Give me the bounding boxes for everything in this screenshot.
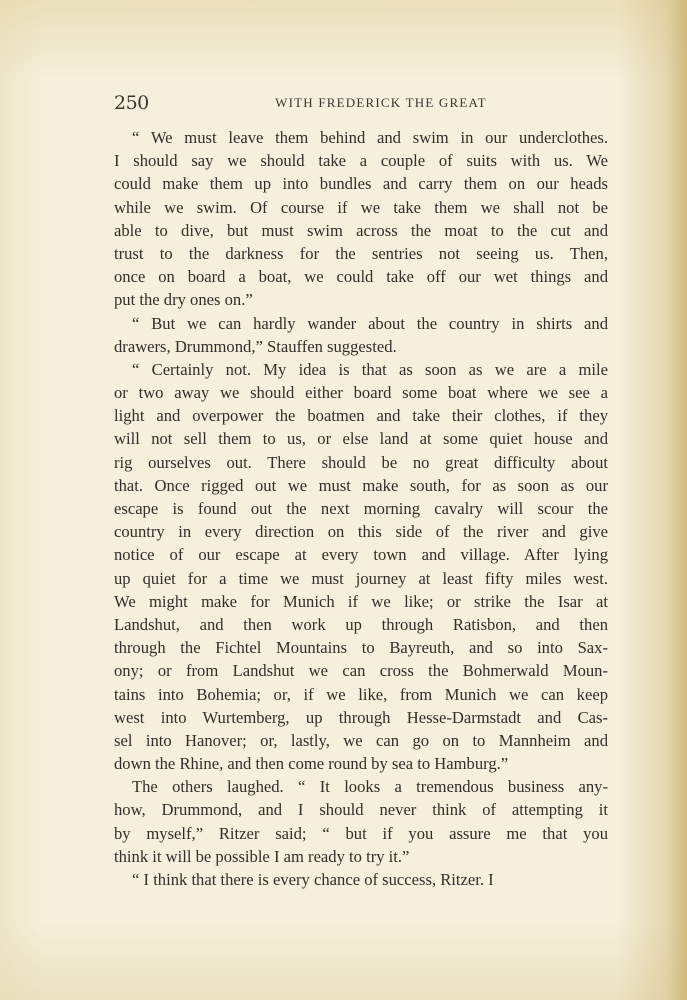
text-line: once on board a boat, we could take off our wet things and xyxy=(114,267,608,287)
paragraph xyxy=(114,126,608,312)
text-line: able to dive, but must swim across the moat to the cut and xyxy=(114,220,608,240)
page-number: 250 xyxy=(114,92,149,114)
text-line: or two away we should either board some boat where we see a xyxy=(114,383,608,403)
text-line: west into Wurtemberg, up through Hesse-Darmstadt and Cas- xyxy=(114,707,608,727)
text-line: trust to the darkness for the sentries not seeing us. Then, xyxy=(114,243,608,263)
text-line: “ Certainly not. My idea is that as soon as we are a mile xyxy=(132,359,608,379)
text-line: ony; or from Landshut we can cross the Bohmerwald Moun- xyxy=(114,661,608,681)
text-line: while we swim. Of course if we take them we shall not be xyxy=(114,197,608,217)
paragraph xyxy=(114,312,608,358)
text-line: “ I think that there is every chance of success, Ritzer. I xyxy=(132,870,494,889)
text-line: could make them up into bundles and carry them on our heads xyxy=(114,174,608,194)
text-line: “ But we can hardly wander about the country in shirts and xyxy=(132,313,608,333)
paragraph xyxy=(114,775,608,868)
text-line: think it will be possible I am ready to try it.” xyxy=(114,846,410,866)
text-line: by myself,” Ritzer said; “ but if you assure me that you xyxy=(114,823,608,843)
text-line: The others laughed. “ It looks a tremendous business any- xyxy=(132,777,608,797)
body-text xyxy=(114,126,608,891)
text-line: drawers, Drummond,” Stauffen suggested. xyxy=(114,336,397,356)
paragraph xyxy=(114,358,608,775)
text-line: light and overpower the boatmen and take their clothes, if they xyxy=(114,406,608,426)
text-line: put the dry ones on.” xyxy=(114,290,253,310)
text-line: escape is found out the next morning cavalry will scour the xyxy=(114,499,608,518)
text-line: tains into Bohemia; or, if we like, from Munich we can keep xyxy=(114,684,608,704)
running-head: WITH FREDERICK THE GREAT xyxy=(275,95,487,110)
text-line: notice of our escape at every town and village. After lying xyxy=(114,545,608,565)
text-line: sel into Hanover; or, lastly, we can go on to Mannheim and xyxy=(114,730,608,750)
text-line: down the Rhine, and then come round by sea to Hamburg.” xyxy=(114,754,509,774)
text-line: rig ourselves out. There should be no great difficulty about xyxy=(114,452,608,472)
text-line: how, Drummond, and I should never think of attempting it xyxy=(114,800,608,820)
page-header xyxy=(114,92,608,116)
text-line: through the Fichtel Mountains to Bayreuth, and so into Sax- xyxy=(114,638,608,658)
text-line: will not sell them to us, or else land at some quiet house and xyxy=(114,429,608,449)
text-line: I should say we should take a couple of suits with us. We xyxy=(114,151,608,171)
text-line: “ We must leave them behind and swim in our underclothes. xyxy=(132,128,608,147)
paragraph xyxy=(114,868,608,891)
text-line: We might make for Munich if we like; or strike the Isar at xyxy=(114,591,608,611)
text-line: that. Once rigged out we must make south, for as soon as our xyxy=(114,475,608,495)
text-line: up quiet for a time we must journey at least fifty miles west. xyxy=(114,568,608,588)
text-line: Landshut, and then work up through Ratisbon, and then xyxy=(114,614,608,634)
text-line: country in every direction on this side of the river and give xyxy=(114,522,608,542)
